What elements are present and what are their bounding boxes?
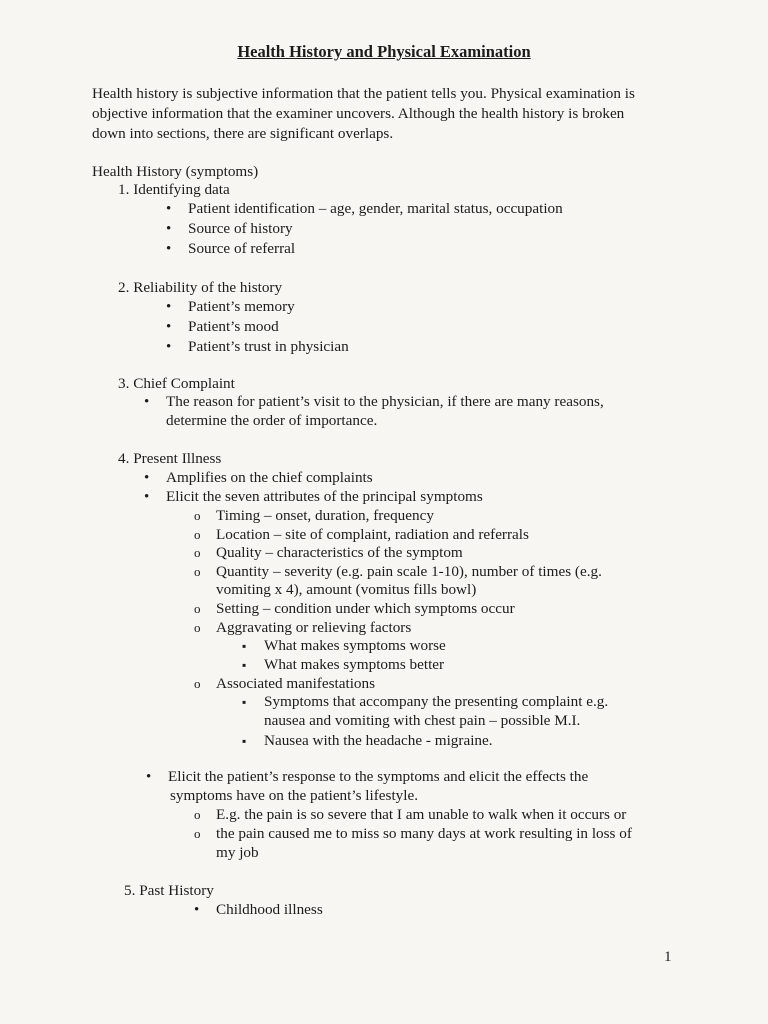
bullet-icon (166, 317, 188, 337)
intro-line-1: Health history is subjective information that the patient tells you. Physical examination is (92, 85, 635, 102)
list-item: •Source of referral (166, 239, 295, 259)
sub-list-item: othe pain caused me to miss so many days at work resulting in loss of (194, 824, 632, 843)
sub-list-item: oAggravating or relieving factors (194, 618, 411, 637)
square-bullet-icon (242, 731, 264, 751)
item-5-label: 5. Past History (124, 882, 214, 899)
circle-bullet-icon (194, 805, 216, 824)
circle-bullet-icon (194, 599, 216, 618)
circle-bullet-icon (194, 618, 216, 637)
sub-list-item: oQuantity – severity (e.g. pain scale 1-10), number of times (e.g. (194, 562, 602, 581)
list-item: •Elicit the patient’s response to the symptoms and elicit the effects the (146, 767, 588, 787)
circle-bullet-icon (194, 562, 216, 581)
item-3-label: 3. Chief Complaint (118, 375, 235, 392)
intro-line-2: objective information that the examiner uncovers. Although the health history is broken (92, 105, 625, 122)
sub-list-item-continuation: vomiting x 4), amount (vomitus fills bowl) (216, 581, 477, 598)
sub-list-item-continuation: my job (216, 844, 259, 861)
circle-bullet-icon (194, 824, 216, 843)
page-title: Health History and Physical Examination (237, 42, 531, 61)
bullet-icon (194, 900, 216, 920)
sub-list-item: oTiming – onset, duration, frequency (194, 506, 434, 525)
list-item: •Childhood illness (194, 900, 323, 920)
bullet-icon (144, 392, 166, 412)
sub-sub-list-item: ▪What makes symptoms worse (242, 636, 446, 656)
sub-sub-list-item-continuation: nausea and vomiting with chest pain – possible M.I. (264, 712, 581, 729)
sub-sub-list-item: ▪Symptoms that accompany the presenting complaint e.g. (242, 692, 608, 712)
intro-line-3: down into sections, there are significant overlaps. (92, 125, 394, 142)
square-bullet-icon (242, 692, 264, 712)
list-item: •Patient identification – age, gender, marital status, occupation (166, 199, 563, 219)
item-1-label: 1. Identifying data (118, 181, 230, 198)
list-item: •Patient’s trust in physician (166, 337, 349, 357)
bullet-icon (146, 767, 168, 787)
list-item-continuation: symptoms have on the patient’s lifestyle. (170, 787, 419, 804)
circle-bullet-icon (194, 506, 216, 525)
list-item: •Elicit the seven attributes of the principal symptoms (144, 487, 483, 507)
list-item: •Patient’s mood (166, 317, 279, 337)
list-item: •Amplifies on the chief complaints (144, 468, 373, 488)
sub-sub-list-item: ▪Nausea with the headache - migraine. (242, 731, 493, 751)
circle-bullet-icon (194, 525, 216, 544)
sub-list-item: oQuality – characteristics of the symptom (194, 543, 463, 562)
list-item: •Patient’s memory (166, 297, 295, 317)
sub-list-item: oAssociated manifestations (194, 674, 375, 693)
page-number: 1 (664, 948, 672, 965)
list-item: •The reason for patient’s visit to the physician, if there are many reasons, (144, 392, 604, 412)
sub-list-item: oSetting – condition under which symptoms occur (194, 599, 515, 618)
item-4-label: 4. Present Illness (118, 450, 222, 467)
sub-list-item: oLocation – site of complaint, radiation and referrals (194, 525, 529, 544)
bullet-icon (166, 199, 188, 219)
bullet-icon (144, 487, 166, 507)
square-bullet-icon (242, 636, 264, 656)
bullet-icon (166, 239, 188, 259)
bullet-icon (144, 468, 166, 488)
circle-bullet-icon (194, 543, 216, 562)
list-item: •Source of history (166, 219, 293, 239)
item-2-label: 2. Reliability of the history (118, 279, 283, 296)
bullet-icon (166, 297, 188, 317)
list-item-continuation: determine the order of importance. (166, 412, 378, 429)
bullet-icon (166, 337, 188, 357)
bullet-icon (166, 219, 188, 239)
sub-sub-list-item: ▪What makes symptoms better (242, 655, 444, 675)
sub-list-item: oE.g. the pain is so severe that I am unable to walk when it occurs or (194, 805, 626, 824)
section-heading: Health History (symptoms) (92, 163, 259, 180)
circle-bullet-icon (194, 674, 216, 693)
square-bullet-icon (242, 655, 264, 675)
